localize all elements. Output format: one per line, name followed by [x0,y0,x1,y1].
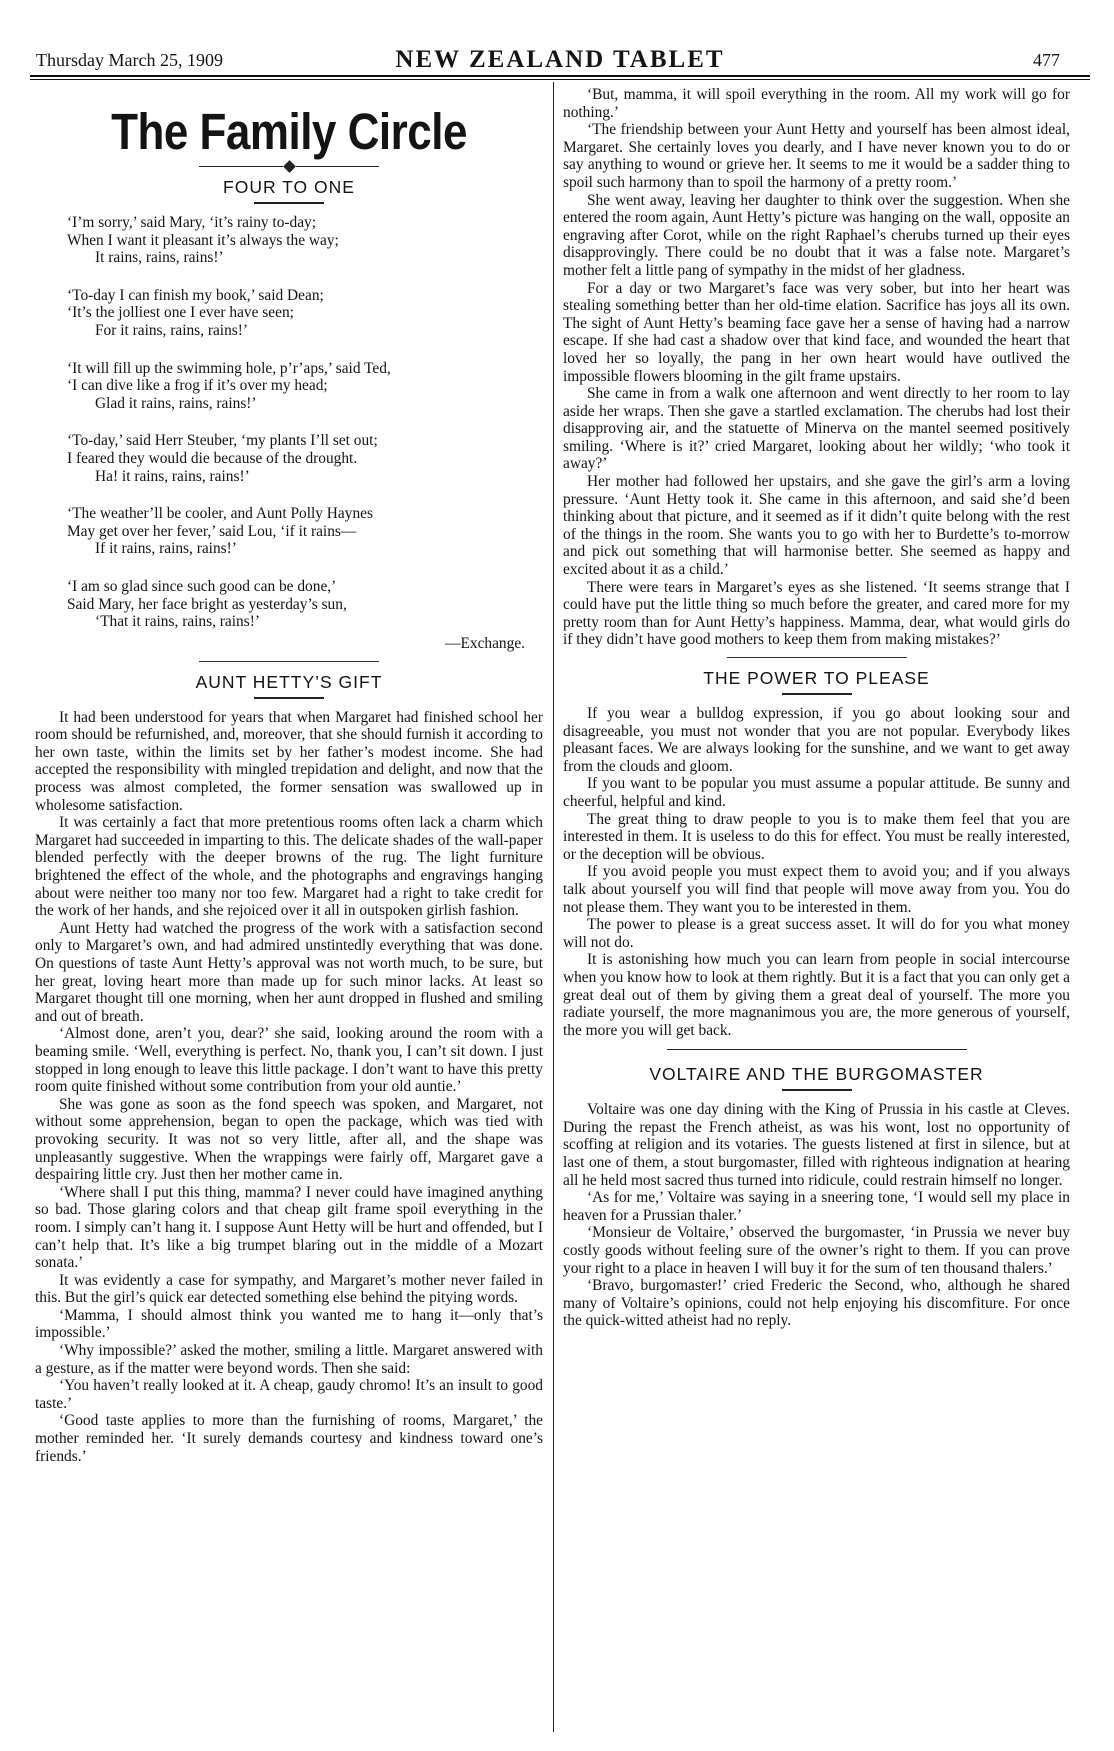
paragraph: It had been understood for years that when Margaret had finished school her room should be refurnished, and, moreover, that she should furnish it according to her own taste, within the limits set by her father’s modest income. She had accepted the responsibility with mingled trepidation and delight, and now that the process was almost completed, the former sensation was swallowed up in wholesome satisfaction. [35,708,543,814]
story-continued [563,86,1070,649]
paragraph: It is astonishing how much you can learn from people in social intercourse when you know how to look at them rightly. But it is a fact that you can only get a great deal out of them by giving them a great deal of yourself. The more you radiate yourself, the more magnanimous you are, the more generous of yourself, the more you will get back. [563,951,1070,1039]
poem-stanza [67,578,543,631]
paragraph: If you avoid people you must expect them to avoid you; and if you always talk about yourself you will find that people will move away from you. You do not please them. They want you to be interested in them. [563,863,1070,916]
poem-line: ‘I’m sorry,’ said Mary, ‘it’s rainy to-day; [67,214,317,231]
paragraph: She came in from a walk one afternoon and went directly to her room to lay aside her wraps. Then she gave a startled exclamation. The cherubs had lost their disapproving air, and the statuette of Minerva on the mantel seemed positively smiling. ‘Where is it?’ cried Margaret, looking about her wildly; ‘who took it away?’ [563,385,1070,473]
poem [67,214,543,631]
poem-refrain: It rains, rains, rains!’ [95,249,224,267]
poem-line: When I want it pleasant it’s always the way; [67,231,339,249]
poem-line: I feared they would die because of the drought. [67,449,358,467]
paragraph: Her mother had followed her upstairs, and she gave the girl’s arm a loving pressure. ‘Aunt Hetty took it. She came in this afternoon, and said she’d been thinking about that picture, and it seemed as if it didn’t quite belong with the rest of the things in the room. She wants you to go with her to Burdette’s to-morrow and pick out something that will harmonise better. She seemed as happy and excited about it as a child.’ [563,473,1070,579]
page-number: 477 [1033,50,1060,70]
paragraph: She was gone as soon as the fond speech was spoken, and Margaret, not without some apprehension, began to open the package, which was tied with provoking security. It was not so very little, after all, and the shape was unpleasantly suggestive. When the wrappings were fairly off, Margaret gave a despairing little cry. Just then her mother came in. [35,1095,543,1184]
paragraph: ‘You haven’t really looked at it. A cheap, gaudy chromo! It’s an insult to good taste.’ [35,1377,543,1412]
heading-rule [782,1089,852,1091]
poem-line: ‘I am so glad since such good can be done,’ [67,577,337,595]
poem-line: ‘It will fill up the swimming hole, p’r’aps,’ said Ted, [67,359,391,377]
power-body [563,705,1070,1039]
poem-stanza [67,214,543,267]
poem-line: May get over her fever,’ said Lou, ‘if it rains— [67,522,357,540]
poem-stanza [67,505,543,558]
paragraph: The great thing to draw people to you is to make them feel that you are interested in them. It is useless to do this for effect. You must be really interested, or the deception will be obvious. [563,810,1070,863]
paragraph: ‘Why impossible?’ asked the mother, smiling a little. Margaret answered with a gesture, as if the matter were beyond words. Then she said: [35,1342,543,1377]
paragraph: For a day or two Margaret’s face was very sober, but into her heart was stealing something better than her old-time elation. Sacrifice has joys all its own. The sight of Aunt Hetty’s beaming face gave her a sense of having had a narrow escape. If she had cast a shadow over that kind face, and wounded the heart that loved her so loyally, the pang in her own heart would have outlived the impossible flowers blooming in the gilt frame upstairs. [563,279,1070,385]
poem-refrain: ‘That it rains, rains, rains!’ [95,613,260,631]
paragraph: Aunt Hetty had watched the progress of the work with a satisfaction second only to Margaret’s own, and had admired unstintedly everything that was done. On questions of taste Aunt Hetty’s approval was not worth much, to be sure, but her great, loving heart more than made up for such minor lacks. At least so Margaret thought till one morning, when her aunt dropped in flushed and smiling and out of breath. [35,919,543,1025]
title-ornament [199,162,379,171]
left-column [35,86,543,1465]
publication-title: NEW ZEALAND TABLET [395,46,725,73]
paragraph: ‘Where shall I put this thing, mamma? I never could have imagined anything so bad. Those glaring colors and that cheap gilt frame spoil everything in the room. I simply can’t hang it. I suppose Aunt Hetty will be hurt and offended, but I can’t help that. It’s like a big trumpet blaring out in the middle of a Mozart sonata.’ [35,1183,543,1272]
story-body [35,709,543,1466]
paragraph: ‘The friendship between your Aunt Hetty and yourself has been almost ideal, Margaret. She certainly loves you dearly, and I have never known you to do or say anything to wound or grieve her. It seems to me it would be a sadder thing to spoil such harmony than to spoil the harmony of a pretty room.’ [563,121,1070,191]
section-title: The Family Circle [111,104,467,161]
poem-refrain: If it rains, rains, rains!’ [95,540,237,558]
issue-date: Thursday March 25, 1909 [36,50,223,70]
paragraph: It was certainly a fact that more pretentious rooms often lack a charm which Margaret had succeeded in imparting to this. The delicate shades of the wall-paper blended perfectly with the deeper browns of the rug. The light furniture brightened the effect of the whole, and the photographs and engravings hanging about were neither too many nor too few. Margaret had a right to take credit for the work of her hands, and she rejoiced over it all in outspoken girlish fashion. [35,814,543,920]
voltaire-body [563,1101,1070,1330]
paragraph: Voltaire was one day dining with the King of Prussia in his castle at Cleves. During the repast the French atheist, as was his wont, lost no opportunity of scoffing at religion and its votaries. The guests listened at first in silence, but at last one of them, a stout burgomaster, filled with righteous indignation at hearing all he held most sacred thus turned into ridicule, could restrain himself no longer. [563,1101,1070,1189]
poem-refrain: For it rains, rains, rains!’ [95,321,249,339]
heading-rule [254,697,324,699]
poem-line: ‘It’s the jolliest one I ever have seen; [67,304,294,322]
diamond-icon [283,160,296,173]
voltaire-heading: VOLTAIRE AND THE BURGOMASTER [649,1064,984,1085]
paragraph: ‘As for me,’ Voltaire was saying in a sneering tone, ‘I would sell my place in heaven for a Prussian thaler.’ [563,1189,1070,1224]
paragraph: ‘Good taste applies to more than the furnishing of rooms, Margaret,’ the mother reminded her. ‘It surely demands courtesy and kindness toward one’s friends.’ [35,1412,543,1465]
poem-stanza [67,360,543,413]
poem-refrain: Ha! it rains, rains, rains!’ [95,467,250,485]
section-rule [727,657,907,658]
poem-line: ‘I can dive like a frog if it’s over my head; [67,377,328,395]
paragraph: It was evidently a case for sympathy, and Margaret’s mother never failed in this. But the girl’s quick ear detected something else behind the pitying words. [35,1271,543,1307]
ornament-line [296,166,380,167]
section-rule [199,661,379,662]
paragraph: ‘But, mamma, it will spoil everything in the room. All my work will go for nothing.’ [563,86,1070,121]
masthead [30,48,1090,76]
poem-line: ‘To-day,’ said Herr Steuber, ‘my plants I’ll set out; [67,432,378,450]
paragraph: There were tears in Margaret’s eyes as she listened. ‘It seems strange that I could have put the little thing so much before the greater, and cared more for my pretty room than for Aunt Hetty’s happiness. Mamma, dear, what would girls do if they didn’t have good mothers to keep them from making mistakes?’ [563,578,1070,649]
poem-stanza [67,432,543,485]
poem-line: Said Mary, her face bright as yesterday’s sun, [67,595,347,613]
paragraph: ‘Monsieur de Voltaire,’ observed the burgomaster, ‘in Prussia we never buy costly goods without feeling sure of the owner’s right to them. If you can prove your right to a place in heaven I will buy it for the sum of ten thousand thalers.’ [563,1224,1070,1277]
poem-line: ‘To-day I can finish my book,’ said Dean; [67,286,324,304]
heading-rule [782,693,852,695]
paragraph: The power to please is a great success asset. It will do for you what money will not do. [563,916,1070,951]
masthead-rule-thin [30,79,1090,80]
poem-line: ‘The weather’ll be cooler, and Aunt Polly Haynes [67,505,373,523]
paragraph: ‘Almost done, aren’t you, dear?’ she said, looking around the room with a beaming smile. ‘Well, everything is perfect. No, thank you, I can’t sit down. I just stopped in long enough to leave this little package. I don’t want to have this pretty room quite finished without some contribution from your old auntie.’ [35,1025,543,1096]
power-heading: THE POWER TO PLEASE [703,668,930,688]
poem-refrain: Glad it rains, rains, rains!’ [95,394,257,412]
paragraph: ‘Bravo, burgomaster!’ cried Frederic the Second, who, although he shared many of Voltaire’s opinions, could not help enjoying his discomfiture. For once the quick-witted atheist had no reply. [563,1277,1070,1330]
heading-rule [254,202,324,204]
poem-attribution: —Exchange. [445,634,525,652]
paragraph: She went away, leaving her daughter to think over the suggestion. When she entered the room again, Aunt Hetty’s picture was hanging on the wall, opposite an engraving after Corot, while on the right Raphael’s cherubs turned up their eyes disapprovingly. There could be no doubt that it was a false note. Margaret’s mother felt a little pang of sympathy in the midst of her gladness. [563,191,1070,279]
masthead-rule [30,75,1090,77]
poem-heading: FOUR TO ONE [223,177,355,197]
section-rule [667,1049,967,1050]
story-heading: AUNT HETTY’S GIFT [195,671,383,692]
paragraph: ‘Mamma, I should almost think you wanted me to hang it—only that’s impossible.’ [35,1306,543,1342]
column-divider [553,82,554,1732]
paragraph: If you wear a bulldog expression, if you go about looking sour and disagreeable, you must not wonder that you are not popular. Everybody likes pleasant faces. We are always looking for the sunshine, and we want to get away from the clouds and gloom. [563,705,1070,775]
paragraph: If you want to be popular you must assume a popular attitude. Be sunny and cheerful, helpful and kind. [563,775,1070,810]
ornament-line [199,166,283,167]
right-column [563,86,1070,1330]
poem-stanza [67,287,543,340]
